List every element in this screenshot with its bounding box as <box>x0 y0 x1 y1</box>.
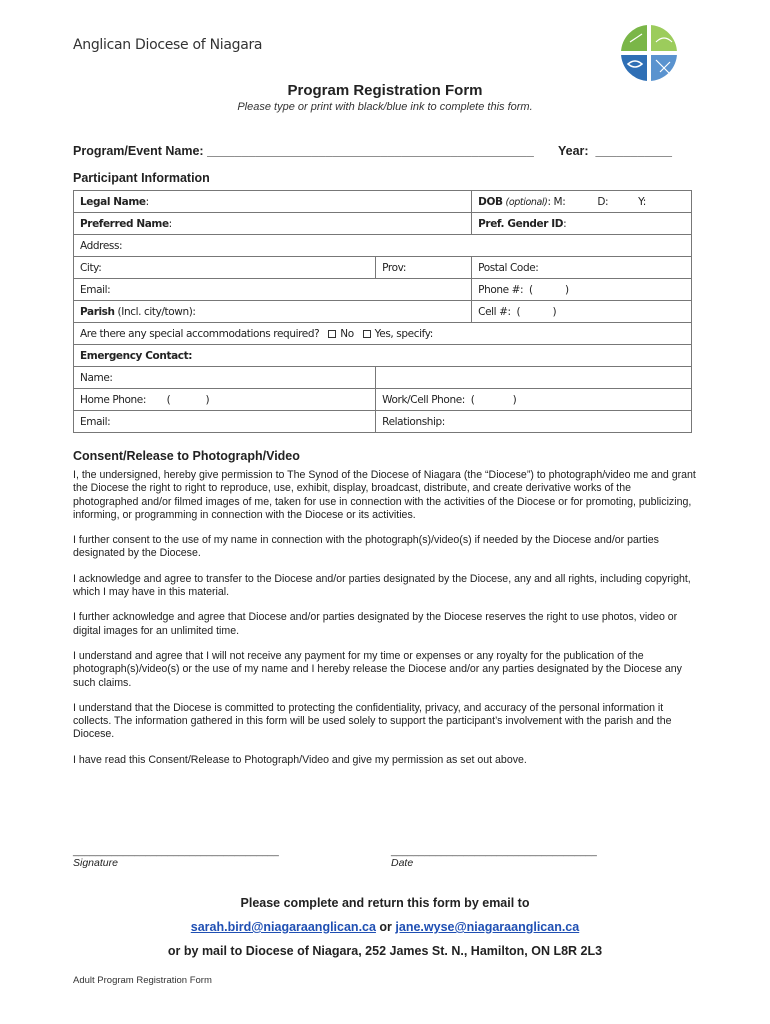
consent-text <box>73 469 698 779</box>
diocese-logo-icon <box>620 24 678 82</box>
return-instructions: Please complete and return this form by email to <box>240 896 530 910</box>
city-field[interactable]: City: <box>74 257 376 279</box>
accommodations-row <box>74 323 692 345</box>
consent-paragraph: I, the undersigned, hereby give permission to The Synod of the Diocese of Niagara (the “Diocese”) to photograph/video me and grant the Diocese the right to right to reproduce, use, exhibit, display, broadcast, distribute, and create derivative works of the photographed and/or filmed images of me, taken for use in connection with the activities of the Diocese or for promoting, publicizing, informing, or programming in connection with the Diocese or its activities. <box>73 469 696 521</box>
consent-paragraph: I acknowledge and agree to transfer to the Diocese and/or parties designated by the Diocese, any and all rights, including copyright, which I may have in this material. <box>73 572 691 599</box>
dob-field[interactable]: DOB (optional): M: D: Y: <box>472 191 692 213</box>
table-row <box>74 279 692 301</box>
signature-line[interactable]: _____________________________________ <box>73 846 279 857</box>
emergency-name-field[interactable]: Name: <box>74 367 376 389</box>
emergency-heading: Emergency Contact: <box>74 345 692 367</box>
table-row <box>74 301 692 323</box>
relationship-field[interactable]: Relationship: <box>376 411 692 433</box>
emergency-name-extra[interactable] <box>376 367 692 389</box>
table-row <box>74 257 692 279</box>
table-row <box>74 389 692 411</box>
signature-label: Signature <box>73 857 118 869</box>
consent-paragraph: I further consent to the use of my name in connection with the photograph(s)/video(s) if needed by the Diocese and/or parties designated by the Diocese. <box>73 534 659 560</box>
accommodations-question: Are there any special accommodations required? <box>80 327 320 340</box>
work-phone-field[interactable]: Work/Cell Phone: ( ) <box>376 389 692 411</box>
email-link-sarah[interactable]: sarah.bird@niagaraanglican.ca <box>190 920 376 934</box>
date-line[interactable]: _____________________________________ <box>391 846 597 857</box>
cell-field[interactable]: Cell #: ( ) <box>472 301 692 323</box>
participant-heading: Participant Information <box>73 171 210 185</box>
table-row <box>74 367 692 389</box>
participant-table <box>73 190 692 433</box>
table-row <box>74 345 692 367</box>
home-phone-field[interactable]: Home Phone: ( ) <box>74 389 376 411</box>
table-row <box>74 235 692 257</box>
consent-paragraph: I understand that the Diocese is committed to protecting the confidentiality, privacy, and accuracy of the personal information it collects. The information gathered in this form will be used solely to support the participant’s involvement with the parish and the Diocese. <box>73 701 672 741</box>
return-emails <box>0 920 770 934</box>
table-row <box>74 191 692 213</box>
pref-gender-field[interactable]: Pref. Gender ID: <box>472 213 692 235</box>
table-row <box>74 323 692 345</box>
consent-paragraph: I understand and agree that I will not receive any payment for my time or expenses or any royalty for the publication of the photograph(s)/video(s) or the use of my name and I hereby release the Diocese and/or any parties designated by the Diocese any such claims. <box>73 649 682 689</box>
organization-name: Anglican Diocese of Niagara <box>73 37 263 53</box>
postal-code-field[interactable]: Postal Code: <box>472 257 692 279</box>
footer-text: Adult Program Registration Form <box>73 975 212 986</box>
phone-field[interactable]: Phone #: ( ) <box>472 279 692 301</box>
no-label: No <box>340 327 354 340</box>
parish-field[interactable]: Parish (Incl. city/town): <box>74 301 472 323</box>
emergency-email-field[interactable]: Email: <box>74 411 376 433</box>
preferred-name-field[interactable]: Preferred Name: <box>74 213 472 235</box>
table-row <box>74 213 692 235</box>
table-row <box>74 411 692 433</box>
address-field[interactable]: Address: <box>74 235 692 257</box>
form-title: Program Registration Form <box>287 82 483 99</box>
consent-heading: Consent/Release to Photograph/Video <box>73 449 300 463</box>
year-field[interactable]: Year: ___________ <box>558 144 672 158</box>
consent-paragraph: I further acknowledge and agree that Diocese and/or parties designated by the Diocese reserves the right to use photos, video or digital images for an unlimited time. <box>73 611 678 637</box>
yes-label: Yes, specify: <box>374 327 433 340</box>
prov-field[interactable]: Prov: <box>376 257 472 279</box>
date-label: Date <box>391 857 414 869</box>
program-name-field[interactable]: Program/Event Name: _______________________________________________ <box>73 144 534 158</box>
or-text: or <box>375 920 396 934</box>
mail-address: or by mail to Diocese of Niagara, 252 James St. N., Hamilton, ON L8R 2L3 <box>167 944 603 958</box>
email-link-jane[interactable]: jane.wyse@niagaraanglican.ca <box>395 920 580 934</box>
no-checkbox[interactable] <box>328 330 336 338</box>
yes-checkbox[interactable] <box>363 330 371 338</box>
legal-name-field[interactable]: Legal Name: <box>74 191 472 213</box>
email-field[interactable]: Email: <box>74 279 472 301</box>
form-subtitle: Please type or print with black/blue ink to complete this form. <box>237 101 533 113</box>
consent-paragraph: I have read this Consent/Release to Photograph/Video and give my permission as set out above. <box>73 753 527 766</box>
